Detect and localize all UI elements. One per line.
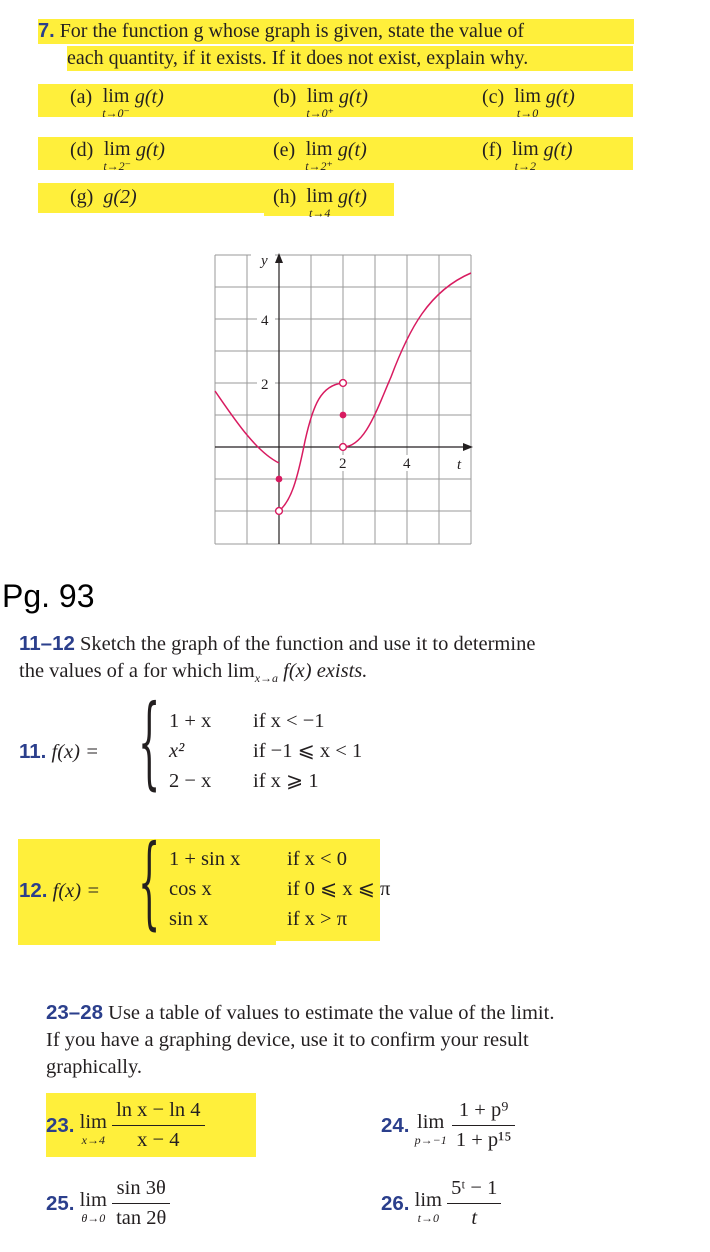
problem-24-number: 24. (381, 1113, 410, 1137)
y-tick-2: 2 (261, 377, 269, 393)
p11-case-3-cond: if x ⩾ 1 (253, 770, 319, 792)
section-11-12-range: 11–12 (19, 632, 75, 655)
part-g-label: (g) (70, 186, 94, 208)
problem-12-number: 12. (19, 879, 48, 902)
p12-case-2-cond: if 0 ⩽ x ⩽ π (287, 878, 391, 900)
problem-26 (381, 1172, 501, 1234)
problem-26-number: 26. (381, 1191, 410, 1215)
point-open-0 (276, 508, 283, 515)
p12-case-1-cond: if x < 0 (287, 848, 347, 870)
x-tick-2: 2 (339, 456, 347, 472)
part-e-label: (e) (273, 139, 296, 161)
part-b-label: (b) (273, 86, 297, 108)
part-b-sub: t→0⁺ (306, 106, 334, 120)
part-h-lim: lim (306, 185, 333, 207)
part-c-expr: g(t) (545, 86, 575, 108)
part-b-expr: g(t) (339, 86, 368, 108)
grid (215, 255, 471, 544)
p11-case-3-expr: 2 − x (169, 770, 212, 792)
part-a-expr: g(t) (134, 86, 164, 108)
problem-11-lhs (19, 738, 99, 766)
section-11-12-line-2: the values of a for which lim (19, 660, 255, 682)
axes (215, 259, 467, 544)
section-11-12-line-2-end: f(x) exists. (283, 660, 368, 682)
problem-11-number: 11. (19, 740, 47, 763)
part-d-label: (d) (70, 139, 94, 161)
section-23-28-instructions (46, 999, 696, 1081)
part-g (70, 184, 137, 214)
p11-case-2-expr: x² (169, 740, 185, 762)
problem-12-fx: f(x) = (52, 880, 101, 902)
page-label: Pg. 93 (2, 578, 95, 614)
section-11-12-instructions (19, 630, 699, 692)
problem-12-cases (169, 846, 390, 936)
problem-24-numerator: 1 + p⁹ (452, 1097, 516, 1126)
p12-case-2-expr: cos x (169, 878, 212, 900)
section-11-12-sub: x→a (254, 671, 279, 686)
y-tick-4: 4 (261, 313, 269, 329)
problem-23-lim: lim (79, 1111, 107, 1134)
x-tick-4: 4 (403, 456, 411, 472)
p11-case-1-cond: if x < −1 (253, 710, 325, 732)
problem-26-numerator: 5ᵗ − 1 (447, 1175, 501, 1204)
part-c (482, 84, 575, 120)
part-d (70, 137, 165, 173)
section-11-12-line-1: Sketch the graph of the function and use it to determine (80, 633, 536, 655)
part-d-expr: g(t) (136, 139, 165, 161)
part-c-label: (c) (482, 86, 505, 108)
part-g-expr: g(2) (103, 186, 137, 208)
p11-case-2-cond: if −1 ⩽ x < 1 (253, 740, 363, 762)
problem-24-sub: p→−1 (414, 1132, 447, 1147)
problem-11-brace: { (138, 683, 161, 800)
part-e-lim: lim (305, 138, 333, 160)
part-b-lim: lim (306, 85, 334, 107)
section-23-28-line-1: Use a table of values to estimate the value of the limit. (108, 1002, 555, 1024)
problem-23-sub: x→4 (81, 1132, 105, 1147)
part-h-sub: t→4 (308, 206, 331, 220)
problem-12-brace: { (138, 823, 161, 940)
problem-12-lhs (19, 877, 100, 905)
problem-25-numerator: sin 3θ (112, 1175, 170, 1204)
problem-24-denominator: 1 + p¹⁵ (455, 1128, 512, 1151)
part-d-lim: lim (103, 138, 131, 160)
part-a-sub: t→0⁻ (102, 106, 130, 120)
part-a-lim: lim (102, 85, 130, 107)
problem-23-denominator: x − 4 (137, 1128, 180, 1151)
point-open-2-upper (340, 380, 347, 387)
part-e (273, 137, 367, 173)
function-graph (205, 245, 485, 550)
part-h-expr: g(t) (338, 186, 367, 208)
part-f-lim: lim (511, 138, 539, 160)
problem-25-lim: lim (79, 1189, 107, 1212)
part-f (482, 137, 573, 173)
part-f-expr: g(t) (543, 139, 573, 161)
problem-24 (381, 1093, 515, 1157)
problem-23 (46, 1093, 205, 1157)
section-23-28-line-2: If you have a graphing device, use it to confirm your result (46, 1029, 529, 1051)
problem-24-lim: lim (417, 1111, 445, 1134)
point-open-2-lower (340, 444, 347, 451)
part-a-label: (a) (70, 86, 93, 108)
p12-case-1-expr: 1 + sin x (169, 848, 241, 870)
part-b (273, 84, 368, 120)
problem-26-lim: lim (414, 1189, 442, 1212)
point-filled-2 (340, 412, 347, 419)
problem-25 (46, 1172, 170, 1234)
problem-11-cases (169, 708, 362, 798)
p11-case-1-expr: 1 + x (169, 710, 212, 732)
point-filled-0 (276, 476, 283, 483)
section-23-28-line-3: graphically. (46, 1056, 143, 1078)
part-d-sub: t→2⁻ (103, 159, 131, 173)
problem-25-denominator: tan 2θ (116, 1206, 167, 1229)
part-f-label: (f) (482, 139, 502, 161)
problem-11-fx: f(x) = (51, 741, 99, 763)
problem-25-sub: θ→0 (81, 1210, 106, 1225)
part-c-lim: lim (514, 85, 541, 107)
part-c-sub: t→0 (516, 106, 539, 120)
part-e-sub: t→2⁺ (305, 159, 333, 173)
problem-26-denominator: t (471, 1206, 478, 1229)
p12-case-3-expr: sin x (169, 908, 209, 930)
x-axis-label: t (457, 457, 462, 473)
problem-23-number: 23. (46, 1113, 75, 1137)
part-h (273, 184, 367, 220)
problem-7-text-2: each quantity, if it exists. If it does not exist, explain why. (67, 47, 529, 69)
problem-7-number: 7. (38, 20, 55, 42)
part-h-label: (h) (273, 186, 297, 208)
part-f-sub: t→2 (514, 159, 536, 173)
section-23-28-range: 23–28 (46, 1001, 104, 1024)
problem-7-text-1: For the function g whose graph is given, state the value of (59, 20, 525, 42)
part-a (70, 84, 164, 120)
p12-case-3-cond: if x > π (287, 908, 348, 930)
problem-7-line-1 (38, 19, 634, 44)
problem-7-line-2 (67, 46, 633, 71)
problem-23-numerator: ln x − ln 4 (112, 1097, 204, 1126)
problem-25-number: 25. (46, 1191, 75, 1215)
part-e-expr: g(t) (337, 139, 367, 161)
y-axis-label: y (261, 253, 268, 269)
problem-26-sub: t→0 (417, 1210, 439, 1225)
